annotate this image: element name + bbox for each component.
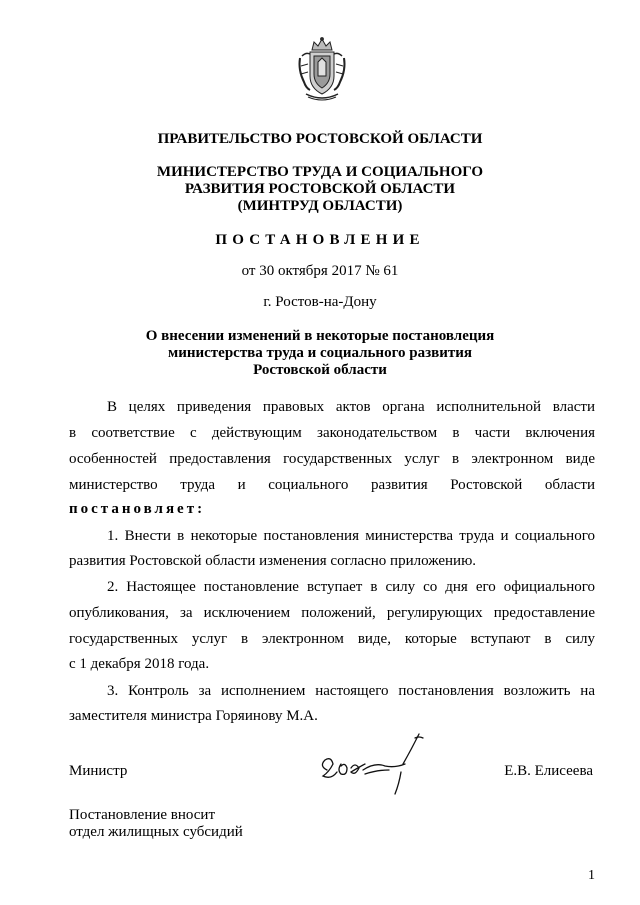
subject-line2: министерства труда и социального развития [167, 345, 473, 361]
ministry-title-line1: МИНИСТЕРСТВО ТРУДА И СОЦИАЛЬНОГО [156, 164, 484, 180]
preamble-line4: министерство труда и социального развития Ростовской области [69, 477, 595, 493]
item2-line1: 2. Настоящее постановление вступает в силу со дня его официального [107, 579, 595, 595]
preamble-line2: в соответствие с действующим законодательством в части включения [69, 425, 595, 441]
document-type: ПОСТАНОВЛЕНИЕ [215, 232, 425, 248]
item2-line3: государственных услуг в электронном виде, которые вступают в силу [69, 631, 595, 647]
signatory-position: Министр [69, 763, 128, 779]
preamble-line1: В целях приведения правовых актов органа исполнительной власти [107, 399, 595, 415]
decree-word: постановляет: [69, 501, 206, 517]
page-number: 1 [588, 868, 595, 883]
item3-line2: заместителя министра Горяинову М.А. [69, 708, 318, 724]
item3-line1: 3. Контроль за исполнением настоящего постановления возложить на [107, 683, 595, 699]
document-date-number: от 30 октября 2017 № 61 [241, 263, 399, 279]
item2-line4: с 1 декабря 2018 года. [69, 656, 210, 672]
item1-line1: 1. Внести в некоторые постановления министерства труда и социального [107, 528, 595, 544]
government-title: ПРАВИТЕЛЬСТВО РОСТОВСКОЙ ОБЛАСТИ [157, 131, 483, 147]
submitted-by-line2: отдел жилищных субсидий [69, 824, 243, 840]
ministry-title-line2: РАЗВИТИЯ РОСТОВСКОЙ ОБЛАСТИ [184, 181, 456, 197]
item2-line2: опубликования, за исключением положений, регулирующих предоставление [69, 605, 595, 621]
subject-line3: Ростовской области [253, 362, 387, 378]
item1-line2: развития Ростовской области изменения согласно приложению. [69, 553, 477, 569]
document-city: г. Ростов-на-Дону [263, 294, 377, 310]
preamble-line3: особенностей предоставления государственных услуг в электронном виде [69, 451, 595, 467]
coat-of-arms-emblem [296, 36, 348, 102]
signatory-name: Е.В. Елисеева [504, 763, 593, 779]
handwritten-signature [315, 726, 425, 798]
subject-line1: О внесении изменений в некоторые постановлеция [145, 328, 495, 344]
submitted-by-line1: Постановление вносит [69, 807, 216, 823]
ministry-short-name: (МИНТРУД ОБЛАСТИ) [237, 198, 403, 214]
